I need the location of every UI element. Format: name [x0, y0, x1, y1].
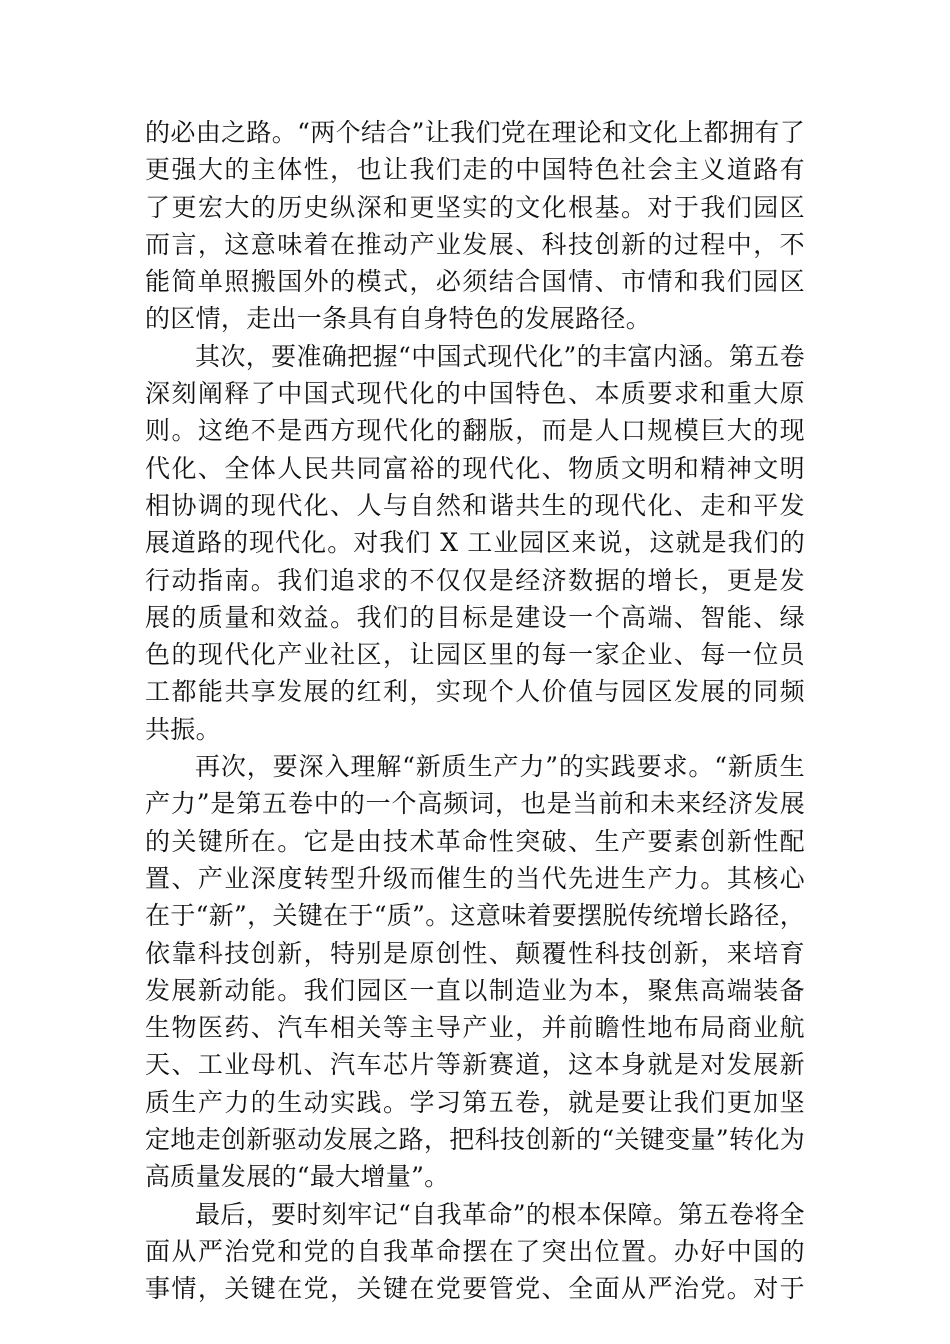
text-line: 生物医药、汽车相关等主导产业，并前瞻性地布局商业航: [145, 1013, 805, 1043]
text-line: 共振。: [145, 714, 221, 744]
text-line: 面从严治党和党的自我革命摆在了突出位置。办好中国的: [145, 1236, 805, 1266]
text-line: 在于“新”，关键在于“质”。这意味着要摆脱传统增长路径，: [145, 901, 805, 931]
text-line: 高质量发展的“最大增量”。: [145, 1162, 450, 1192]
text-line: 色的现代化产业社区，让园区里的每一家企业、每一位员: [145, 640, 805, 670]
text-line: 更强大的主体性，也让我们走的中国特色社会主义道路有: [145, 155, 805, 185]
text-line: 代化、全体人民共同富裕的现代化、物质文明和精神文明: [145, 453, 805, 483]
text-line: 质生产力的生动实践。学习第五卷，就是要让我们更加坚: [145, 1087, 805, 1117]
paragraph-start-line: 最后，要时刻牢记“自我革命”的根本保障。第五卷将全: [195, 1199, 805, 1229]
text-line: 产力”是第五卷中的一个高频词，也是当前和未来经济发展: [145, 789, 805, 819]
text-line: 定地走创新驱动发展之路，把科技创新的“关键变量”转化为: [145, 1125, 805, 1155]
text-line: 相协调的现代化、人与自然和谐共生的现代化、走和平发: [145, 490, 805, 520]
text-line: 的关键所在。它是由技术革命性突破、生产要素创新性配: [145, 826, 805, 856]
text-line: 展的质量和效益。我们的目标是建设一个高端、智能、绿: [145, 602, 805, 632]
text-line: 的区情，走出一条具有自身特色的发展路径。: [145, 304, 652, 334]
text-line: 依靠科技创新，特别是原创性、颠覆性科技创新，来培育: [145, 938, 805, 968]
text-line: 的必由之路。“两个结合”让我们党在理论和文化上都拥有了: [145, 118, 805, 147]
text-line: 行动指南。我们追求的不仅仅是经济数据的增长，更是发: [145, 565, 805, 595]
text-line: 工都能共享发展的红利，实现个人价值与园区发展的同频: [145, 677, 805, 707]
text-line: 了更宏大的历史纵深和更坚实的文化根基。对于我们园区: [145, 192, 805, 222]
paragraph-start-line: 其次，要准确把握“中国式现代化”的丰富内涵。第五卷: [195, 341, 805, 371]
paragraph-start-line: 再次，要深入理解“新质生产力”的实践要求。“新质生: [195, 752, 805, 782]
body-text: [145, 114, 805, 1308]
text-line: 置、产业深度转型升级而催生的当代先进生产力。其核心: [145, 863, 805, 893]
text-line: 能简单照搬国外的模式，必须结合国情、市情和我们园区: [145, 267, 805, 297]
text-line: 则。这绝不是西方现代化的翻版，而是人口规模巨大的现: [145, 416, 805, 446]
text-line: 天、工业母机、汽车芯片等新赛道，这本身就是对发展新: [145, 1050, 805, 1080]
text-line: 展道路的现代化。对我们 X 工业园区来说，这就是我们的: [145, 528, 805, 558]
text-line: 而言，这意味着在推动产业发展、科技创新的过程中，不: [145, 229, 805, 259]
text-line: 发展新动能。我们园区一直以制造业为本，聚焦高端装备: [145, 975, 805, 1005]
text-line: 深刻阐释了中国式现代化的中国特色、本质要求和重大原: [145, 379, 805, 409]
text-line: 事情，关键在党，关键在党要管党、全面从严治党。对于: [145, 1274, 805, 1304]
